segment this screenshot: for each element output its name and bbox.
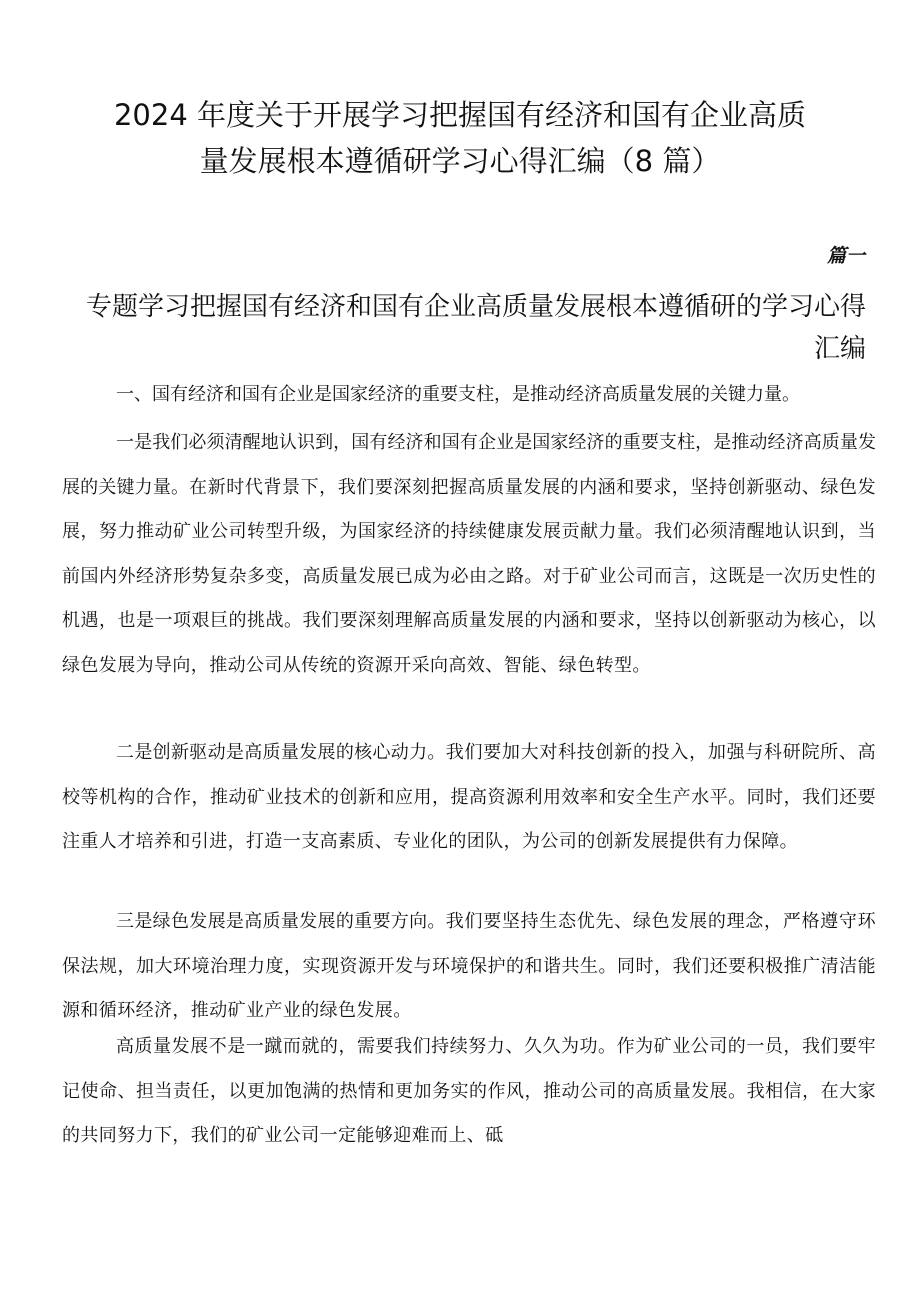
paragraph-4	[62, 1025, 876, 1159]
paragraph-1-lead: 一是我们必须清醒地认识到，国有经济和国有企业是国家经济的重要支柱，是推动经济高质量发展的关键力量。	[62, 432, 876, 498]
paragraph-1-body: 在新时代背景下，我们要深刻把握高质量发展的内涵和要求，坚持创新驱动、绿色发展，努力推动矿业公司转型升级，为国家经济的持续健康发展贡献力量。我们必须清醒地认识到，当前国内外经济形势复杂多变，高质量发展已成为必由之路。对于矿业公司而言，这既是一次历史性的机遇，也是一项艰巨的挑战。我们要深刻理解高质量发展的内涵和要求，坚持以创新驱动为核心，以绿色发展为导向，推动公司从传统的资源开采向高效、智能、绿色转型。	[62, 476, 876, 676]
paragraph-4-body: 高质量发展不是一蹴而就的，需要我们持续努力、久久为功。作为矿业公司的一员，我们要牢记使命、担当责任，以更加饱满的热情和更加务实的作风，推动公司的高质量发展。我相信，在大家的共同努力下，我们的矿业公司一定能够迎难而上、砥	[62, 1036, 876, 1146]
section-label: 篇一	[826, 245, 865, 267]
section-title-line-1: 专题学习把握国有经济和国有企业高质量发展根本遵循研的学习心得	[85, 292, 866, 322]
paragraph-2-body: 我们要加大对科技创新的投入，加强与科研院所、高校等机构的合作，推动矿业技术的创新和应用，提高资源利用效率和安全生产水平。同时，我们还要注重人才培养和引进，打造一支高素质、专业化的团队，为公司的创新发展提供有力保障。	[62, 742, 877, 852]
paragraph-2-lead: 二是创新驱动是高质量发展的核心动力。	[116, 742, 446, 763]
document-title-line-2: 量发展根本遵循研学习心得汇编（8 篇）	[199, 144, 721, 178]
paragraph-2	[62, 731, 876, 865]
section-heading: 一、国有经济和国有企业是国家经济的重要支柱，是推动经济高质量发展的关键力量。	[116, 384, 800, 405]
section-title	[62, 286, 866, 370]
paragraph-3-lead: 三是绿色发展是高质量发展的重要方向。	[116, 911, 446, 932]
document-title-line-1: 2024 年度关于开展学习把握国有经济和国有企业高质	[113, 98, 807, 132]
paragraph-1	[62, 421, 876, 688]
paragraph-3-body: 我们要坚持生态优先、绿色发展的理念，严格遵守环保法规，加大环境治理力度，实现资源开发与环境保护的和谐共生。同时，我们还要积极推广清洁能源和循环经济，推动矿业产业的绿色发展。	[62, 911, 877, 1021]
document-title	[60, 92, 860, 184]
section-title-line-2: 汇编	[813, 334, 866, 364]
paragraph-3	[62, 900, 876, 1034]
